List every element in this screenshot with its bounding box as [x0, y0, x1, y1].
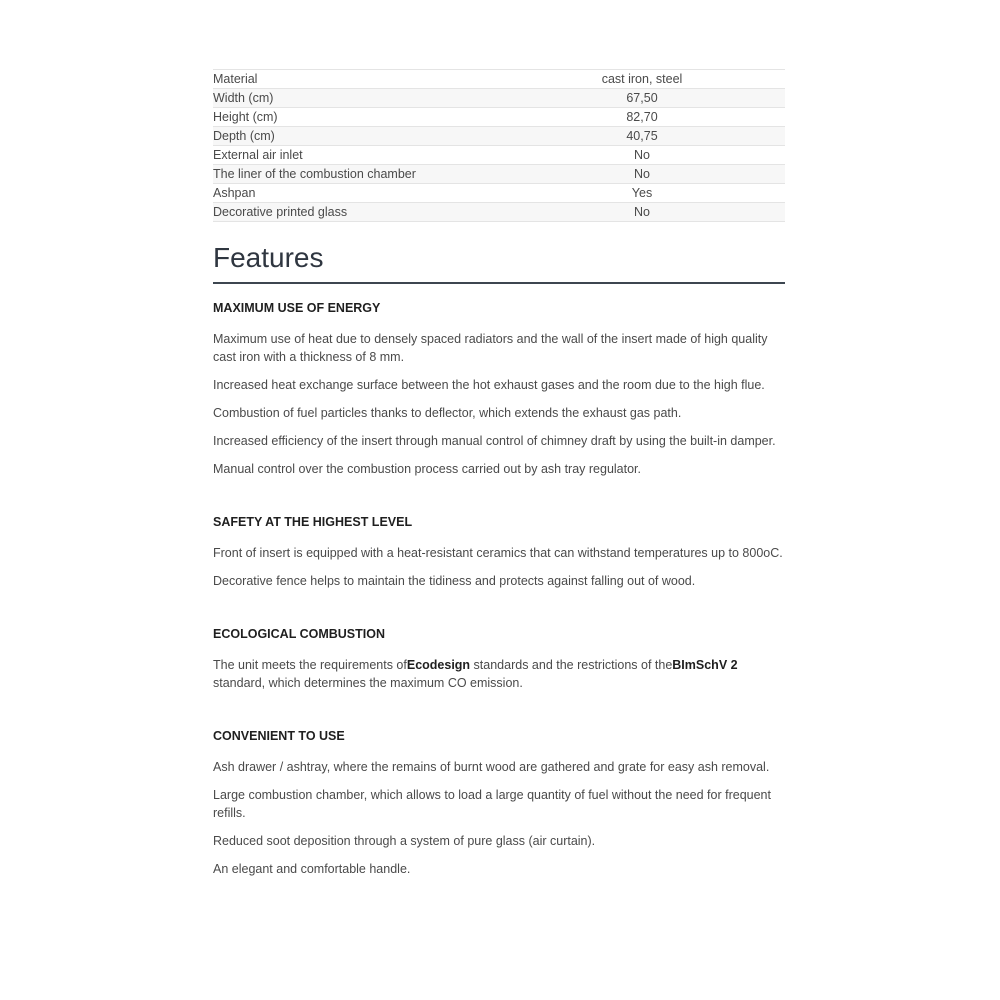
text-run: standards and the restrictions of the — [470, 658, 673, 672]
spec-value: No — [634, 167, 650, 181]
feature-paragraph: Ash drawer / ashtray, where the remains of burnt wood are gathered and grate for easy ash removal. — [213, 760, 770, 774]
features-heading: Features — [213, 238, 785, 284]
feature-section-energy — [213, 300, 785, 478]
spec-row — [213, 70, 785, 89]
feature-section-safety — [213, 514, 785, 590]
spec-row — [213, 165, 785, 184]
section-title: CONVENIENT TO USE — [213, 729, 345, 743]
spec-row — [213, 203, 785, 222]
spec-value: No — [634, 148, 650, 162]
bimschv-emphasis: BImSchV 2 — [672, 658, 738, 672]
feature-section-convenient — [213, 728, 785, 878]
feature-paragraph: An elegant and comfortable handle. — [213, 862, 411, 876]
spec-row — [213, 108, 785, 127]
feature-paragraph: Increased heat exchange surface between the hot exhaust gases and the room due to the high flue. — [213, 378, 765, 392]
spec-row — [213, 89, 785, 108]
feature-paragraph: Reduced soot deposition through a system of pure glass (air curtain). — [213, 834, 596, 848]
feature-paragraph: Combustion of fuel particles thanks to deflector, which extends the exhaust gas path. — [213, 406, 682, 420]
product-content — [213, 69, 785, 888]
spec-value: cast iron, steel — [601, 72, 683, 86]
spec-row — [213, 127, 785, 146]
feature-paragraph: Increased efficiency of the insert through manual control of chimney draft by using the built-in damper. — [213, 434, 776, 448]
spec-label: Material — [213, 72, 258, 86]
feature-paragraph: Large combustion chamber, which allows to load a large quantity of fuel without the need for frequent refills. — [213, 788, 771, 820]
spec-value: Yes — [631, 186, 653, 200]
feature-paragraph: Manual control over the combustion process carried out by ash tray regulator. — [213, 462, 641, 476]
spec-value: 82,70 — [626, 110, 658, 124]
section-title: MAXIMUM USE OF ENERGY — [213, 301, 381, 315]
spec-label: The liner of the combustion chamber — [213, 167, 416, 181]
spec-label: Ashpan — [213, 186, 256, 200]
text-run: standard, which determines the maximum CO emission. — [213, 676, 523, 690]
feature-paragraph: Front of insert is equipped with a heat-resistant ceramics that can withstand temperatures up to 800oC. — [213, 546, 783, 560]
feature-section-ecological — [213, 626, 785, 692]
spec-value: 40,75 — [626, 129, 658, 143]
ecodesign-emphasis: Ecodesign — [406, 658, 471, 672]
feature-paragraph: Decorative fence helps to maintain the tidiness and protects against falling out of wood. — [213, 574, 696, 588]
spec-row — [213, 184, 785, 203]
spec-value: No — [634, 205, 650, 219]
spec-value: 67,50 — [626, 91, 658, 105]
feature-paragraph — [213, 656, 785, 692]
section-title: ECOLOGICAL COMBUSTION — [213, 627, 385, 641]
spec-row — [213, 146, 785, 165]
spec-label: Depth (cm) — [213, 129, 275, 143]
spec-label: Height (cm) — [213, 110, 278, 124]
spec-label: Decorative printed glass — [213, 205, 348, 219]
spec-table — [213, 69, 785, 222]
text-run: The unit meets the requirements of — [213, 658, 407, 672]
spec-label: External air inlet — [213, 148, 303, 162]
feature-paragraph: Maximum use of heat due to densely spaced radiators and the wall of the insert made of high quality cast iron with a thickness of 8 mm. — [213, 332, 768, 364]
spec-label: Width (cm) — [213, 91, 274, 105]
section-title: SAFETY AT THE HIGHEST LEVEL — [213, 515, 413, 529]
